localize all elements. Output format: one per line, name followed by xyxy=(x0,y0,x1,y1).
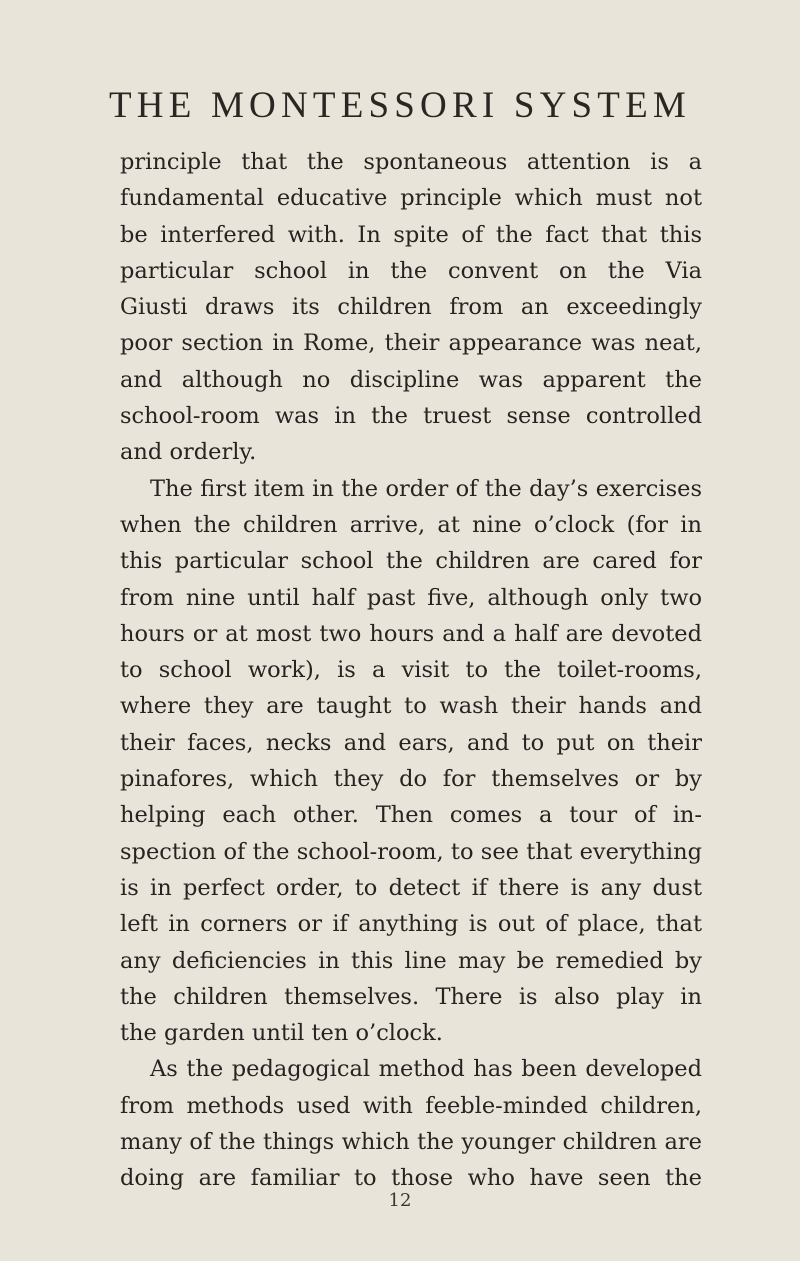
text-line: principle that the spontaneous attention is a xyxy=(120,149,702,175)
text-line: hours or at most two hours and a half are devoted xyxy=(120,620,702,647)
text-line: Giusti draws its children from an exceedingly xyxy=(120,294,702,321)
text-line: the children themselves. There is also play in xyxy=(120,983,702,1010)
text-line: poor section in Rome, their appearance was neat, xyxy=(120,330,702,357)
body-text xyxy=(120,144,702,1197)
text-line: helping each other. Then comes a tour of in- xyxy=(120,802,702,829)
text-line: fundamental educative principle which must not xyxy=(120,185,702,212)
running-head: THE MONTESSORI SYSTEM xyxy=(108,85,692,126)
page-number: 12 xyxy=(388,1190,412,1211)
text-line: doing are familiar to those who have seen the xyxy=(120,1165,702,1192)
text-line: pinafores, which they do for themselves or by xyxy=(120,766,702,793)
text-line: particular school in the convent on the Via xyxy=(120,257,702,284)
text-line: The first item in the order of the day’s exercises xyxy=(150,475,702,502)
text-line: many of the things which the younger children are xyxy=(120,1129,702,1156)
text-line: from methods used with feeble-minded children, xyxy=(120,1092,702,1119)
text-line: is in perfect order, to detect if there is any dust xyxy=(120,874,702,901)
text-line: when the children arrive, at nine o’clock (for in xyxy=(120,511,702,538)
text-line: and although no discipline was apparent the xyxy=(120,366,702,393)
text-line: be interfered with. In spite of the fact that this xyxy=(120,221,702,248)
text-line: their faces, necks and ears, and to put on their xyxy=(120,729,702,756)
text-line: left in corners or if anything is out of place, that xyxy=(120,911,702,938)
text-line: this particular school the children are cared for xyxy=(120,548,702,575)
text-line: from nine until half past five, although only two xyxy=(120,584,702,611)
text-line: and orderly. xyxy=(120,439,257,466)
text-line: where they are taught to wash their hands and xyxy=(120,693,702,720)
text-line: spection of the school-room, to see that everything xyxy=(120,838,702,865)
text-line: school-room was in the truest sense controlled xyxy=(120,403,702,430)
text-line: any deficiencies in this line may be remedied by xyxy=(120,947,702,974)
text-line: As the pedagogical method has been developed xyxy=(150,1056,702,1083)
text-line: the garden until ten o’clock. xyxy=(120,1020,443,1047)
text-line: to school work), is a visit to the toilet-rooms, xyxy=(120,657,702,684)
